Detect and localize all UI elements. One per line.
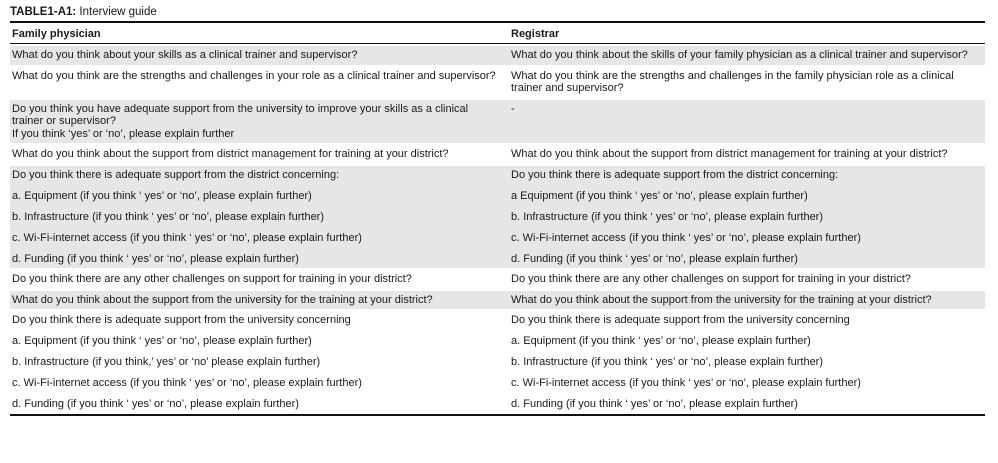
registrar-cell — [509, 100, 985, 144]
question-text: b. Infrastructure (if you think ‘ yes’ or ‘no’, please explain further) — [511, 356, 824, 368]
question-text: What do you think about the support from the university for the training at your district? — [12, 293, 433, 306]
question-text: What do you think about the support from district management for training at your district? — [12, 148, 449, 160]
question-text: Do you think there are any other challenges on support for training in your district? — [511, 273, 911, 285]
question-text: Do you think there is adequate support from the district concerning: — [511, 168, 839, 181]
question-text: Do you think there is adequate support from the university concerning — [511, 314, 850, 326]
table-row — [10, 291, 985, 310]
question-text: b. Infrastructure (if you think,’ yes’ or ‘no’ please explain further) — [12, 356, 321, 368]
interview-table — [10, 21, 985, 416]
table-caption: Interview guide — [76, 6, 157, 18]
table-body — [10, 44, 985, 415]
registrar-cell — [509, 67, 985, 98]
question-text: What do you think are the strengths and challenges in the family physician role as a clinical trainer and supervisor? — [511, 69, 954, 94]
header-row — [10, 22, 985, 44]
question-text: c. Wi-Fi-internet access (if you think ‘ yes’ or ‘no’, please explain further) — [511, 377, 861, 389]
table-row — [10, 67, 985, 98]
question-text: d. Funding (if you think ‘ yes’ or ‘no’, please explain further) — [511, 398, 798, 410]
question-text: b. Infrastructure (if you think ‘ yes’ or ‘no’, please explain further) — [12, 210, 325, 223]
question-text: Do you think there are any other challenges on support for training in your district? — [12, 273, 412, 285]
question-text: What do you think about the support from the university for the training at your district? — [511, 293, 932, 306]
table-title — [10, 4, 985, 21]
question-text: What do you think about the skills of your family physician as a clinical trainer and supervisor? — [511, 49, 968, 61]
family-physician-cell — [10, 100, 509, 144]
table-row — [10, 311, 985, 415]
table-row — [10, 145, 985, 164]
question-text: a. Equipment (if you think ‘ yes’ or ‘no’, please explain further) — [12, 189, 312, 202]
family-physician-cell — [10, 311, 509, 415]
question-text: d. Funding (if you think ‘ yes’ or ‘no’, please explain further) — [12, 398, 299, 410]
question-text: d. Funding (if you think ‘ yes’ or ‘no’, please explain further) — [12, 252, 299, 265]
family-physician-cell — [10, 67, 509, 98]
family-physician-cell — [10, 270, 509, 289]
header-registrar: Registrar — [509, 22, 985, 44]
question-text: Do you think there is adequate support from the university concerning — [12, 314, 351, 326]
question-text: a. Equipment (if you think ‘ yes’ or ‘no’, please explain further) — [511, 335, 811, 347]
question-text: Do you think there is adequate support from the district concerning: — [12, 168, 340, 181]
registrar-cell — [509, 291, 985, 310]
question-text: Do you think you have adequate support from the university to improve your skills as a clinical trainer or supervisor? — [12, 102, 469, 127]
question-text: d. Funding (if you think ‘ yes’ or ‘no’, please explain further) — [511, 252, 798, 265]
family-physician-cell — [10, 291, 509, 310]
interview-guide — [10, 4, 985, 416]
question-text: a. Equipment (if you think ‘ yes’ or ‘no’, please explain further) — [12, 335, 312, 347]
question-text: - — [511, 102, 515, 115]
question-text: What do you think about the support from district management for training at your district? — [511, 148, 948, 160]
table-row — [10, 166, 985, 269]
question-text: What do you think are the strengths and challenges in your role as a clinical trainer and supervisor? — [12, 69, 496, 82]
family-physician-cell — [10, 46, 509, 65]
family-physician-cell — [10, 166, 509, 269]
table-row — [10, 100, 985, 144]
question-text: b. Infrastructure (if you think ‘ yes’ or ‘no’, please explain further) — [511, 210, 824, 223]
table-label: TABLE1-A1: — [10, 6, 77, 18]
registrar-cell — [509, 145, 985, 164]
registrar-cell — [509, 270, 985, 289]
question-text: c. Wi-Fi-internet access (if you think ‘ yes’ or ‘no’, please explain further) — [12, 231, 362, 244]
question-text: c. Wi-Fi-internet access (if you think ‘ yes’ or ‘no’, please explain further) — [511, 231, 861, 244]
registrar-cell — [509, 166, 985, 269]
question-text: If you think ‘yes’ or ‘no’, please explain further — [12, 127, 235, 140]
registrar-cell — [509, 311, 985, 415]
registrar-cell — [509, 46, 985, 65]
question-text: What do you think about your skills as a clinical trainer and supervisor? — [12, 49, 358, 61]
table-row — [10, 270, 985, 289]
question-text: a Equipment (if you think ‘ yes’ or ‘no’, please explain further) — [511, 189, 808, 202]
table-row — [10, 46, 985, 65]
header-family-physician: Family physician — [10, 22, 509, 44]
question-text: c. Wi-Fi-internet access (if you think ‘ yes’ or ‘no’, please explain further) — [12, 377, 362, 389]
family-physician-cell — [10, 145, 509, 164]
